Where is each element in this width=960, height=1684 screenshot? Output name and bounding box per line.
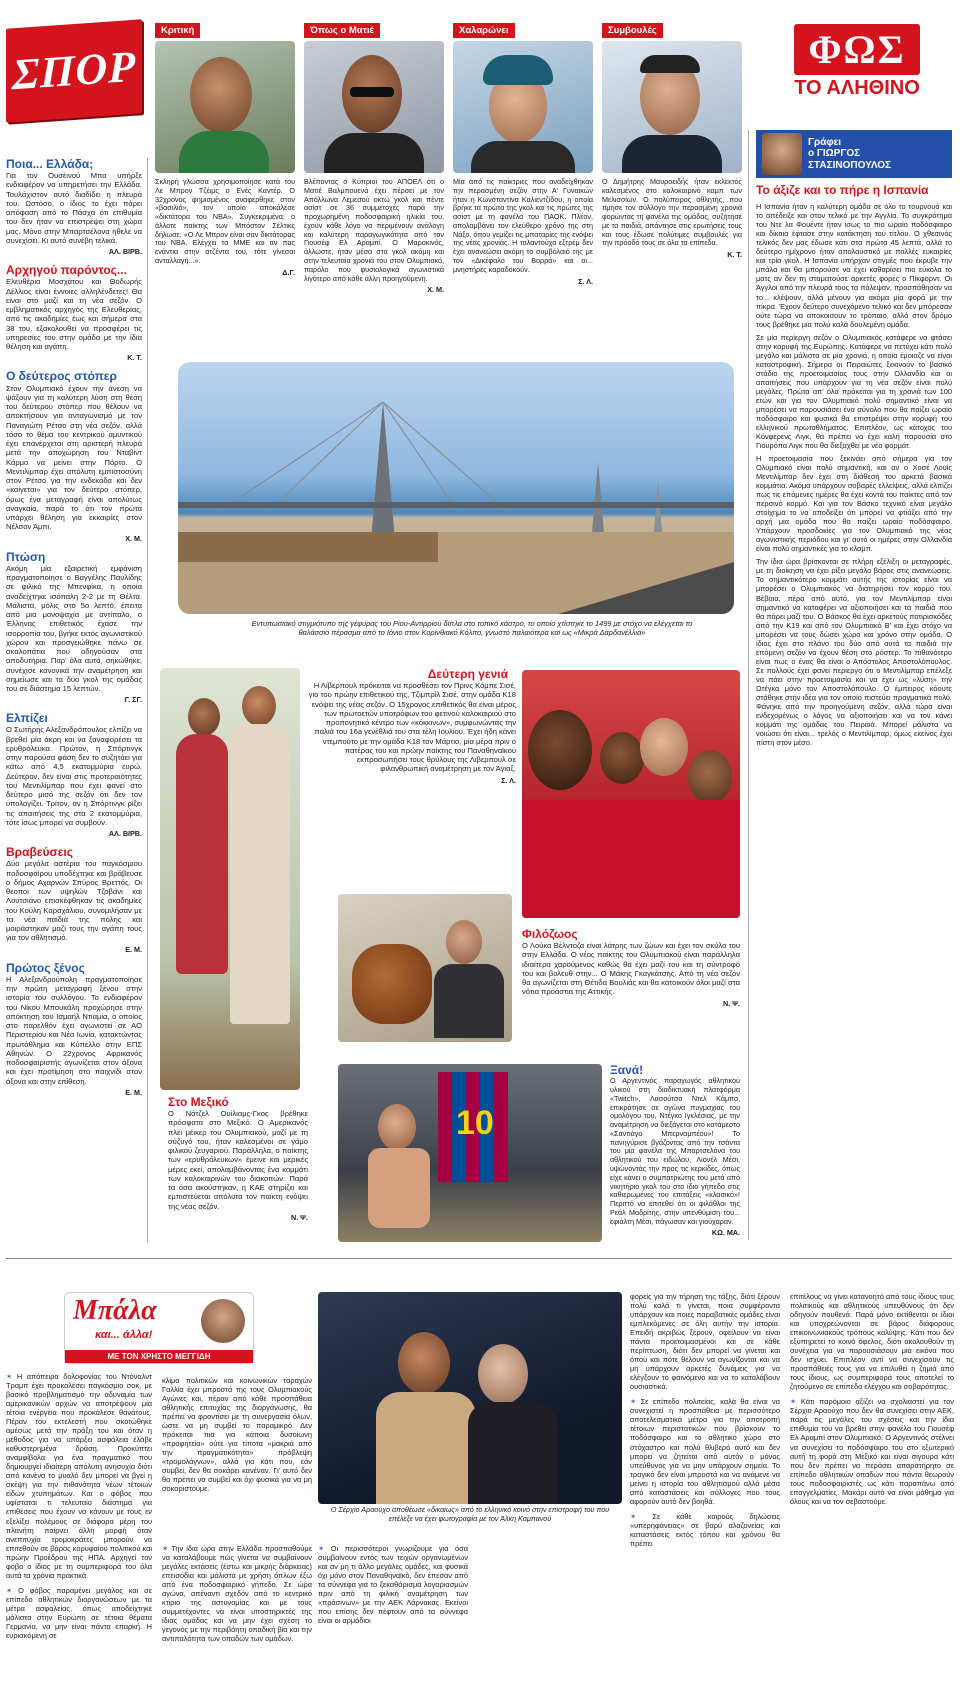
araujo-caption: Ο Σέρχιο Αραούχο αποθέωσε «δικαίως» από το ελληνικό κοινό στην επιστροφή του που επέλεξε να έχει φωτογραφία με τον Άλκη Καμπανού [330,1505,610,1523]
bottom-col-4 [790,1292,954,1506]
item-text: Στον Ολυμπιακό έχουν την άνεση να ψάξουν για τη καλύτερη λύση στη θέση του δεύτερου στόπερ που θέλουν να αποκτήσουν για ανταγωνισμό με τον Παναγιώτη Ρέτσο στη νέα σεζόν, αλλά τόσο το θέμα του κεντρικού αμυντικού έχει επανέρχεται στη αριστερή πλευρά μετά την αποχώρηση του Νταβίντ Κάρμο να μείνει στην Πόρτο. Ο Μεντιλίμπαρ έχει απόλυτη εμπιστοσύνη στον Ρέτσο για την ενδεκάδα και δεν «καίγεται» για τον δεύτερο στόπερ, όμως ένα μεταγραφή είναι απολύτως αναγκαία, παρά το ότι τον πρώτα υπάρχει θέληση για εκκαιρίες στον Νέλσον Άμπι. [6,383,142,532]
item-head: Δεύτερη γενιά [427,667,508,681]
photo-araujo [318,1292,622,1504]
photo-liverpool [522,670,740,918]
item-sig: Κ. Τ. [127,353,142,363]
bottom-para: κλίμα πολιτικών και κοινωνικών ταραχών Γαλλία έχει μπροστά της τους Ολυμπιακούς Αγώνες και, πέραν από κάθε προσπάθεια αθλητικής επιτυχίας της διοργάνωσης, θα πρέπει να φροντίσει με τη συνεργασία όλων, ώστε να μη συμβεί το παραμικρό. Δεν πρόκειται πια για κάποια δυσοίωνη «προφητεία» ούτε για τίποτα «μακριά από την πραγματικότητα» πρόβλεψη «τρομολάγνων», αλλά για κάτι που, εάν συμβεί, δεν θα σοκάρει κανέναν. Γι' αυτό δεν θα πρέπει να συμβεί και όχι φυσικά για να μη σοκαριστούμε. [162,1376,312,1494]
bottom-para: ✶ Η απόπειρα δολοφονίας του Ντόναλντ Τραμπ έχει προκαλέσει παγκόσμιο σοκ, με βασικό προβληματισμό την αδυναμία των αμερικανικών αρχών να αποτρέψουν μία τέτοια ενέργεια που προκάλεσε θανάτους. Πέραν του εκτελεστή που σκοτώθηκε αμέσως μετά την πράξη του και όταν η μέθοδος για να υπάρξει ασφάλεια έλαβε καθυστερημένα δράση. Προκύπτει αναμφίβολα για ένα πραγματικό που δημιουργεί ιδιαίτερη απόλυτη ανησυχία διότι από κανένα το μυαλό δεν μπορεί να βγεί η σκέψη για την πιθανότητα νέων τέτοιων ειδών χτυπημάτων. Και ο φόβος που υφίσταται τι τελευταίο διάστημα για επιθέσεις που έχουν να κάνουν με τους εν εξελίξει πολέμους σε διάφορα μέρη του πλανήτη παίρνει άλλη μορφή όταν ανεπιτυχία τρομοκράτες μπορούν να επιτεθούν σε βάρος κορυφαίου πολιτικού και πρώην Προέδρου της ΗΠΑ. Αρχηγεί τον φόβο ο ίδιος με τη συμπεριφορά του όλα αυτά τα χρόνια πρακτικά. [6,1372,152,1580]
columnist-avatar [762,133,802,175]
bottom-para: ✶ Σε κάθε καιρούς δηλώσεις «υπερηφάνειας» σε βαρύ αλαζονείας και καταστάσεις εκτός τόπου και χρόνου θα πρέπει [630,1512,780,1548]
bottom-col-1 [6,1372,152,1640]
card-text: Ο Δημήτρης Μαυροειδής ήταν εκλεκτός καλεσμένος στο καλοκαιρινό καμπ των Μελισσίων. Ο πολύπειρος αθλητής, που τίμησε τον σύλλογο την περασμένη χρονιά φορώντας τη φανέλα της ομάδας, συζήτησε με τα παιδιά, απάντησε στις ερωτήσεις τους και τους έδωσε πολύτιμες συμβουλές για την πρόοδό τους σε όλα τα επίπεδα. [602,177,742,248]
left-item [6,846,142,953]
bottom-para: φορείς για την τήρηση της τάξης, διότι ξέρουν πολύ καλά τι γίνεται, ποια συμφέροντα υπάρχουν και ποιες παραβατικές ομάδες είναι εμπλεκόμενες σε όλη αυτήν την ιστορία. Επειδή ακριβώς ξέρουν, οφείλουν να είναι πάντα προετοιμασμένοι και σε κάθε περίπτωση, διότι δεν μπορεί να γίνεται και όπου και πότε θέλουν να αγωνίζονται και να μη υπάρχουν αρκετές δυνάμεις για να ελέγξουν το φαινόμενο και να το καταλάβουν ουσιαστικά. [630,1292,780,1392]
logo-sub: και... άλλα! [95,1329,153,1341]
item-text: Ο Λούκα Βέλντοζα είναι λάτρης των ζώων και έχει τον σκύλο του στην Ελλάδα. Ο νέος παίκτης του Ολυμπιακού είναι παράλληλα ιδιαίτερα χαρούμενος καθώς θα έχει μαζί του και τη σύντροφό του και βολευθ στην... Ο Μάκης Γκαγκάτσης. Από τη νέα σεζόν θα αγωνίζεται στη Θέτιδα Βουλιάς και θα κατοικούν όλοι μαζί στα νότια προάστια της Αττικής. [522,941,740,997]
bottom-col-3 [630,1292,780,1548]
mid-filozoos [522,928,740,1008]
bottom-para: ✶ Οι περισσότεροι γνωρίζουμε για όσα συμβαίνουν εντός των τειχών οργανωμένων και αν μη τι άλλο μεγάλες ομάδες, και φυσικά όχι μόνο στον Παναθηναϊκό, δεν έπεσαν από τα σύννεφα για το ξεκαθάρισμα λογαριασμών πριν από τη φιλική αναμέτρηση των «πράσινων» με την ΑΕΚ Λάρνακας. Εκείνοι που επίσης δεν πέφτουν από τα σύννεφα είναι οι αρμόδιοι [318,1544,468,1625]
left-item [6,370,142,542]
columnist-line2: ο ΓΙΩΡΓΟΣ [808,148,861,160]
column-logo [64,1292,254,1364]
item-sig: Γ. ΣΓ. [124,695,142,705]
bridge-illustration [178,362,734,614]
card-text: Βλέποντας ο Κύπριοι του ΑΠΟΕΛ ότι ο Ματιέ Βαλμπουενά έχει πέρσει με τον Απόλλωνα Λεμεσού οκτώ γκολ και πέντε ασίστ σε 36 συμμετοχές παρά την προχωρημένη ποδοσφαιρική ηλικία του, έχουν κάθε λόγο να περιμένουν ανάλογη και καλύτερη παραγωγικότητα από τον Γιουσέφ Ελ Αραμπί. Ο Μαροκινός, άλλωστε, ήταν μέσα στα γκολ ακόμη και στην τελευταία χρονιά του στον Ολυμπιακό, παρόλο που φυσιολογικά αγωνιστικά λιγότερο από κάθε άλλη προηγούμενη. [304,177,444,283]
brand-subtitle: ΤΟ ΑΛΗΘΙΝΟ [794,77,920,99]
left-item [6,712,142,838]
item-sig: Σ. Λ. [501,775,516,785]
card-sig: Δ.Γ. [282,267,295,277]
card-tag: Χαλαρώνει [453,23,515,38]
logo-main: Μπάλα [73,1295,157,1326]
item-head: Αρχηγού παρόντος... [6,263,127,278]
right-para: Σε μία περίεργη σεζόν ο Ολυμπιακός κατάφερε να φτάσει στην κορυφή της Ευρώπης. Κατάφερε να πετύχει κάτι πολύ μεγάλο και μάλιστα σε μία χρονιά, η οποία έμοιαζε να είναι καταστροφική. Σήμερα οι Πειραιώτες ξεκινούν το βασικό στάδιο της προετοιμασίας τους στην Ολλανδία και οι απαιτήσεις που υπάρχουν για τη νέα σεζόν είναι πολύ μεγάλες. Πρώτα απ' όλα πρόκειται για τη χρονιά των 100 ετών και για τον Ολυμπιακό πολύ σημαντικό είναι να μπορέσει να παρουσιάσει ένα σύνολο που θα παίζει ωραίο ποδόσφαιρο και φυσικά θα επιστρέψει στην κορυφή του ελληνικού πρωταθλήματος. Επιπλέον, ως κάτοχος του Κόνφερενς Λιγκ, θα πρέπει να έχει καλή παρουσία στο Γιουρόπα Λιγκ που θα διεξαχθεί με νέο φορμάτ. [756,332,952,450]
card-sig: Χ. Μ. [427,285,444,295]
item-head: Ελπίζει [6,711,48,726]
bottom-col-2c [318,1544,468,1625]
item-sig: Ε. Μ. [125,1087,142,1097]
bottom-para: επιτέλους να γίνει κατανοητό από τους ίδιους τους πολιτικούς και αθλητικούς υπευθύνους ότι δεν οδηγούν πουθενά. Παρά μόνο εκτίθενται οι ίδιοι και υποχρεώνονται σε βάρος διάφορους επικοινωνιακούς τρόπους καλύψης. Κάτι που δεν εξυπηρετεί το κοινό όφελος, διότι ακολουθούν τη συνέχεια για να παρουσιάσουν μια εικόνα που δεν ισχύει. Επιπλέον αντί να συνεχίσουν τις προσπάθειές τους για να επιλυθεί η ζημιά από τους ίδιους, ως συμπεριφορά τους αποτελεί το ζητούμενο σε επίπεδο ελέγχου και σοβαρότητας. [790,1292,954,1392]
mid-xana [610,1064,740,1237]
right-para: Την ίδια ώρα βρίσκονται σε πλήρη εξέλιξη οι μεταγραφές, με τη διοίκηση να έχει ρίξει μεγάλο βάρος στις ανανεώσεις. Το σημαντικότερο κομμάτι αυτής της ιστορίας είναι να μπορέσει ο Ολυμπιακός να διατηρήσει τον κορμό του. Βέβαια, πέρα από αυτό, για τον Μεντιλίμπαρ είναι σημαντικό να καταφέρει να αξιοποιήσει και τα παιδιά που θα πάρει μαζί του. Ο Βάσκος θα έχει αρκετούς ποτιρισκόδες από την Κ19 και από τον Ολυμπιακό Β' και έχει στόχο να μπορέσει να τους δώσει χώρο και χρόνο στην ομάδα. Ο ίδιος έχει στο πλάνο του δύο από αυτά τα παιδιά την επόμενη σεζόν να έχουν θέση στο ρόστερ. Το πιθανότερο είναι πως ο ένας θα είναι ο Απόστολος Αποστολόπουλος. Σε πολλούς έχει φανεί περίεργο ότι ο Μεντιλίμπαρ επέλεξε να πάει στην προετοιμασία και να έχει ως «λύση» την Ωτέγκα μόνο τον Αποστολόπουλο. Ο έμπειρος κόουτς στάθηκε στην ιδέα για τον οποίο πιστεύει πραγματικά πολύ. Φάνηκε από την προηγούμενη σεζόν, αλλά τώρα είναι ενδεχομένως ο λόγος να αξιοποιήσει και να τον κάνει κομμάτι της ομάδας του Πειραιά. Μπορεί μάλιστα να νοιώσει ότι είναι... τρελός ο Μεντιλίμπαρ, όμως εκείνος έχει πίστη στον μέσο. [756,557,952,747]
item-head: Φιλόζωος [522,927,578,941]
top-card-4 [602,20,742,259]
card-text: Σκληρή γλώσσα χρησιμοποίησε κατά του Λε Μπρον Τζέιμς ο Ενές Καντέρ. Ο 32χρονος φημισμένος αναφερθηκε στον «βασιλιά», τον οποίο αποκάλεσε «δικτάτορα του ΝΒΑ». Συγκεκριμένα, ο άλλοτε παίκτης των Μπόστον Σέλτικς δήλωσε: «Ο Λε Μπρον είναι σαν δικτάτορας του NBA. Ελέγχει τα ΜΜΕ και αν πας ενάντια στην ατζέντα του, τότε γίνεσαι ανταλλαγή...». [155,177,295,266]
right-para: Η Ισπανία ήταν η καλύτερη ομάδα σε όλο το τουρνουά και το απέδειξε και στον τελικό με την Αγγλία. Το συγκρότημα του Ντε λα Φουέντε ήταν ίσως το πιο ωραίο ποδόσφαιρο και δίκαια έφτασε στην κατάκτηση του τίτλου. Ο χθεσινός τελικός δεν μας έδωσε κάτι στα πρώτα 45 λεπτά, αλλά το δεύτερο ημίχρονο ήταν απολαυστικό με πολλές ευκαιρίες και τρία γκολ. Η Ισπανία υπήρχαν στιγμές που έκρυβε την μπάλα και θα μπορούσε να έχει καθαρίσει πιο εύκολα το ματς αν δεν τη σταματούσε αρκετές φορές ο Πίκφορντ. Οι Άγγλοι από την πλευρά τους τα πάλεψαν, προσπάθησαν να το... κλέψουν, αλλά μένουν για ακόμα μία φορά με την πίκρα. Έχουν δεύτερο συνεχόμενο τελικό και δεν μπόρεσαν ούτε τώρα να αποκοισουν το τρόπαιο, αλλά στον δρόμο τους βρέθηκε μία πολύ καλά δουλεμένη ομάδα. [756,202,952,329]
logo-author: ΜΕ ΤΟΝ ΧΡΗΣΤΟ ΜΕΓΓΙΔΗ [65,1350,253,1363]
top-card-3 [453,20,593,286]
bottom-para: ✶ Σε επίπεδο πολιτείας, καλά θα είναι να συνεχιστεί η προσπάθεια με περισσότερο αποτελεσματικά μέτρα για την αποτροπή τέτοιων περιστατικών που βρίσκουν το ποδόσφαιρο και το αθλητικό χώρο στο στόχαστρο και πολύ θλιβερό αυτό και δεν μπορεί να ζητείται από αυτόν ο μόνος υπεύθυνος για να μην υπάρχουν σημεία. Το τραγικό δεν είναι μπροστά και να ανάμενε να μείνει η ιστορία του αθλητισμού αλλά μέσα από καταστάσεις και σύλλογες που τους αφορούν αυτό δεν βοηθά. [630,1397,780,1505]
section-logo [6,19,142,123]
item-head: Ξανά! [610,1063,644,1077]
right-column [756,184,952,747]
card-tag: Συμβουλές [602,23,663,38]
logo-avatar [201,1299,245,1343]
section-title: ΣΠΟΡ [11,41,137,100]
brand-logo [794,24,919,75]
item-head: Βραβεύσεις [6,845,73,860]
brand-block [760,24,954,106]
item-sig: ΑΛ. ΒΙΡΒ. [108,829,142,839]
columnist-box [756,130,952,178]
bridge-photo [178,362,734,614]
item-text: Δύο μεγάλα αστέρια του παγκόσμιου ποδοσφαίρου υποδέχτηκε και βράβευσε ο δήμος Αχαρνών Σπύρος Βρεττός. Οι θεοποι των υψηλών Τζοβάνι και Λουτσιάνο επισκέφθηκαν τις ακαδημίες του Κούλη Καραχάλιου, συνομιλήσαν με τα νέα παιδιά της πόλης και μοιράστηκαν μαζί τους την αγάπη τους για τον αθλητισμό. [6,859,142,943]
bottom-para: ✶ Ο φόβος παραμένει μεγάλος και σε επίπεδο αθλητικών διοργανώσεων με τα μέτρα ασφαλείας, όπως αποδείχτηκε μάλιστα στην Ευρώπη σε τέτοια θέματα Γερμανία, να μην είναι πάντα επαρκή. Η ευρισκόμενη σε [6,1586,152,1640]
item-sig: Ν. Ψ. [723,998,740,1008]
mid-mexiko [168,1096,308,1222]
photo-dog [338,894,512,1042]
photo-player-4 [602,41,742,173]
card-sig: Κ. Τ. [727,250,742,260]
mid-deuteri [308,668,516,785]
card-text: Μία από τις παίκτριες που αναδείχθηκαν την περασμένη σεζόν στην Α' Γυναικών ήταν η Κωνσταντίνα Καλιεντζίδου, η οποία βρήκε τα πρώτα της γκολ και τις πρώτες της ασίστ με τη φανέλα του ΠΑΟΚ. Πλέον, απολαμβάνει τον ελεύθερο χρόνο της στη Νάξο, όπου γεμίζει τις μπαταρίες της ενόψει της νέας χρονιάς. Η ταλαντούχα εξτρέμ δεν έχει ανανεώσει ακόμη το συμβόλαιό της με τον «Δικέφαλο του Βορρά» και οι... μνηστήρες καραδοκούν. [453,177,593,274]
columnist-line3: ΣΤΑΣΙΝΟΠΟΥΛΟΣ [808,159,892,171]
item-head: Ο δεύτερος στόπερ [6,369,117,384]
item-head: Πτώση [6,549,46,564]
item-sig: ΚΩ. ΜΑ. [711,1228,740,1238]
right-para: Η προετοιμασία που ξεκινάει από σήμερα για τον Ολυμπιακό είναι πολύ σημαντική, και αν ο Χοσέ Λουίς Μεντιλίμπαρ δεν έχει στη διάθεσή του αρκετά βασικά κομμάτια. Ακόμα υπάρχουν σοβαρές ελλείψεις, αλλά ελπίζει πως τις επόμενες ημέρες θα έχει κοντά του παίκτες από τον περσινό κορμό. Και για τον Βάσκο τεχνικό είναι μεγάλο στοίχημα το να αποδείξει ότι μπορεί να φτιάξει από την αρχή μια ομάδα που θα παίζει ωραίο ποδόσφαιρο. Υπάρχουν προσδοκίες για τον Ολυμπιακό της νέας αγωνιστικής περιόδου και γι' αυτό οι ημέρες στην Ολλανδία είναι πολύ σημαντικές για το κλαμπ. [756,454,952,554]
item-sig: ΑΛ. ΒΙΡΒ. [108,247,142,257]
item-head: Ποια... Ελλάδα; [6,157,94,171]
item-text: Ακόμη μία εξαιρετική εμφάνιση πραγματοποίησε ο Βαγγέλης Παυλίδης σε φιλικό της Μπενφίκα, η οποία αναδείχτηκε ισόπαλη 2-2 με τη Θέλτα. Μάλιστα, μόλις στο 5ο λεπτό, έπειτα από μια μονοψαχία με αντίπαλο, ο Έλληνας επιθετικός έχασε την ισορροπία του, βγήκε εκτός αγωνιστικού χώρου και προσγειώθηκε πάνω σε σκαλοπάτια που οδηγούσαν στα αποδυτήρια. Παρ' όλα αυτά, σηκώθηκε, συνέχισε κανονικά την αναμέτρηση και σημείωσε και τα δύο γκολ της ομάδας του σε διάστημα 15 λεπτών. [6,563,142,693]
item-text: Η Αλεξανδρούπολη πραγματοποίησε την πρώτη μεταγραφή ξένου στην ιστορία του συλλόγου. Το ενδιαφέρον του Νίκου Μπουκάλη προχώρησε στην απόκτηση του Ισμαήλ Ντιαμία, ο οποίος στο παρελθόν έχει αγωνιστεί σε ΑΟ Περιστερίου και Νέα Ιωνία, κατακτώντας πρωτάθλημα και Κύπελλο στην ΕΠΣ Αθηνών. Ο 22χρονος Αφρικανός ποδοσφαιριστής αγωνίζεται στον άξονα και έχει προτίμηση στο παιχνίδι στον άξονα και στην επίθεση. [6,974,142,1086]
left-item [6,551,142,705]
bottom-para: ✶ Την ίδια ώρα στην Ελλάδα προσπαθούμε να καταλάβουμε πώς γίνεται να συμβαίνουν μεγάλες εκτάσεις (έστω και μικρής διάρκειας) επεισόδια και μάλιστα με χρήση όπλων έξω από ένα ποδοσφαιρικό γήπεδο. Σε ώρα αγώνα, απέναντι σχεδόν από το κεντρικό κτίριο της αστυνομίας και με τους συμμετέχοντες να είναι υποστηρικτές της ίδιας ομάδας και να μην έχει σχέση το γεγονός με την περιβόητη οπαδική βία και την αντιπαλότητα των οπαδών των ομάδων. [162,1544,312,1643]
bottom-col-2b [162,1544,312,1643]
brand-title: ΦΩΣ [808,27,906,72]
right-head: Το άξιζε και το πήρε η Ισπανία [756,183,929,197]
item-sig: Χ. Μ. [125,533,142,543]
left-item [6,158,142,256]
card-sig: Σ. Λ. [578,276,593,286]
item-text: Ελευθέρια Μοσχάτου και Θοδωρής Δέλλιος είναι έννοιες αλληλένδετες! Θα είναι στο μαζί και τη νέα σεζόν. Ο εμβληματικός αρχηγός της Ελευθερίας, από τις ακαδημίες έως και σήμερα στα 38 του, εξακολουθεί να προσφέρει τις υπηρεσίες του στην ομάδα με την ίδια θέληση και αγάπη. [6,277,142,352]
left-item [6,962,142,1097]
left-item [6,264,142,362]
item-sig: Ε. Μ. [125,944,142,954]
bridge-caption: Εντυπωσιακό στιγμιότυπο της γέφυρας του Ρίου-Αντιρρίου δίπλα στο τοπικό κάστρο, το οποίο χτίστηκε το 1499 με στόχο να ελέγχεται το θαλάσσιο πέρασμα από το Ιόνιο στον Κορινθιακό Κόλπο, γνωστό παλαιότερα και ως «Μικρά Δαρδανέλλια» [251,619,693,637]
item-text: Ο Νάτζελ Ουίλιαμς-Γκος βρέθηκε πρόσφατα στο Μεξικό. Ο Αμερικανός πλέι μέικερ του Ολυμπιακού, μαζί με τη σύζυγό του, ήταν καλεσμένοι σε γάμο φιλικού ζευγαριού. Παράλληλα, ο παίκτης των «ερυθρόλευκων» έμεινε και μερικές μέρες εκεί, απολαμβάνοντας ένα κομμάτι των καλοκαιρινών του διακοπών. Παρά τα όσα ακούστηκαν, η ΚΑΕ στηρίζει και εμπιστεύεται απόλυτα τον παίκτη ενόψει της νέας σεζόν. [168,1109,308,1211]
card-tag: Όπως ο Ματιέ [304,23,380,38]
top-card-1 [155,20,295,277]
left-column [6,158,142,1097]
bottom-col-2 [162,1376,312,1493]
photo-player-1 [155,41,295,173]
item-text: Για τον Ουσέινού Μπα υπήρξε ενδιαφέρον να υπηρετήσει την Ελλάδα. Τουλάχιστον αυτό διαδίδει η πλευρά του. Ωστόσο, ο ίδιος το έχει πάρει απόφαση από το Πάσχα ότι επιθυμία του δεν ήταν να επιστρέψει στη χώρα μας. Μόνο στην Μπαρτσέλονα ηθελε να συνεχίσει. Κι αυτό συνέβη τελικά. [6,171,142,245]
item-sig: Ν. Ψ. [291,1212,308,1222]
item-text: Ο Σωτήρης Αλεξανδρόπουλος ελπίζει να βρεθεί μία άκρη και να ξαναφορέσει τα ερυθρόλευκα. Πρώτον, η Σπόρτινγκ στην παρούσα φάση δεν το συζητάει για κάτω από 4,5 εκατομμύρια ευρώ. Δεύτερον, δεν είναι στις προτεραιότητες του Μεντιλίμπαρ που έχει φανεί στο δεύτερο μισό της σεζόν ότι δεν τον υπολογίζει. Τρίτον, αν η Σπόρτινγκ ρίξει τις απαιτήσεις της στα 2 εκατομμύρια, τότε ίσως μπορεί να συμβούν. [6,725,142,827]
photo-boxer: 10 [338,1064,602,1242]
item-text: Ο Αργεντινός παραγωγός αθλητικού υλικού στη διαδικτυακή πλατφόρμα «Twitch», Λασούτσο Ντελ Κάμπο, επικράτησε σε αγώνα πυγμαχίας του ομολόγου του, Ντέγκο Ιγκλέσιας, με την αναμέτρηση να διεξάγεται στο κατάμεστο «Σαντιάγο Μπερναμπέου»! Το πανηγύρισε βγάζοντας από την τσάντα του μία φανέλα της Μπαρτσελόνα του αθλητικού του ειδώλου, Λιονέλ Μέσι, υψώνοντάς την προς τις κερκίδες, όπως είχε κάνει ο συμπατριώτης του μετά από νικητήριο γκολ του στο ίδιο γήπεδο στις καθιερωμένες του επιτάξεις «κλασικό»! Περιττό να επιτεθεί ότι οι φιλάθλοι της Ρεάλ Μαδρίτης, στην υπενθύμιση του... εφιάλτη Μέσι, πάγωσαν και γιούχαραν. [610,1076,740,1226]
top-card-2 [304,20,444,294]
card-tag: Κριτική [155,23,200,38]
item-head: Στο Μεξικό [168,1095,229,1109]
bottom-para: ✶ Κάτι παρόμοιο αξίζει να σχολιαστεί για τον Σέρχιο Αραούχο που δεν θα συνεχίσει στην ΑΕΚ, παρά τις μεγάλες του σχέσεις και την ίδια επιθυμία του να βρεθεί στην φανέλα του Γιουσέφ Ελ Αραμπί στον Ολυμπιακό. Ο Αργεντινός στέλνει να συνεχίσει το ποδόσφαιρο του στο εξωτερικό αυτή τη φορά στη Μεξικό και είναι σίγουρα κάτι που δεν πρέπει να περάσει απαρατήρητο σε επίπεδο αθλητικών οπαδών που πάντα θεωρούν τους ποδοσφαιριστές ως κάτι παραπάνω από επαγγελματίες. Μακάρι αυτό να είναι μάθημα για όλους και να τον σεβαστούμε. [790,1397,954,1505]
photo-couple [160,668,300,1090]
photo-player-2 [304,41,444,173]
columnist-line1: Γράφει [808,136,842,148]
item-text: Η Λίβερπουλ πρόκειται να προσθέσει τον Πρινς Κόμπε Σισέ, γιο του πρώην επιθετικού της, Τζιμπρίλ Σισέ, στην ομάδα Κ18 ενόψει της νέας σεζόν. Ο 15χρονος επιθετικός θα είναι μέρος των πρωτοετών υποτρόφων του φετινού καλοκαιριού στο προπονητικό κέντρο των «κόκκινων», συμφωνώντας την παλιά του 16a γενέθλιά του στα τέλη Ιουλίου. Έχει ήδη κάνει ντεμπούτο με την ομάδα Κ18 τον Μάρτιο, μία μέρα πριν ο πατέρας του και πρώην παίκτης του Παναθηναϊκού εκπροσωπήσει τους θρύλους της Λίβερπουλ σε φιλανθρωπική αναμέτρηση με τον Άγιαξ. [308,681,516,774]
item-head: Πρώτος ξένος [6,960,85,975]
photo-player-3 [453,41,593,173]
